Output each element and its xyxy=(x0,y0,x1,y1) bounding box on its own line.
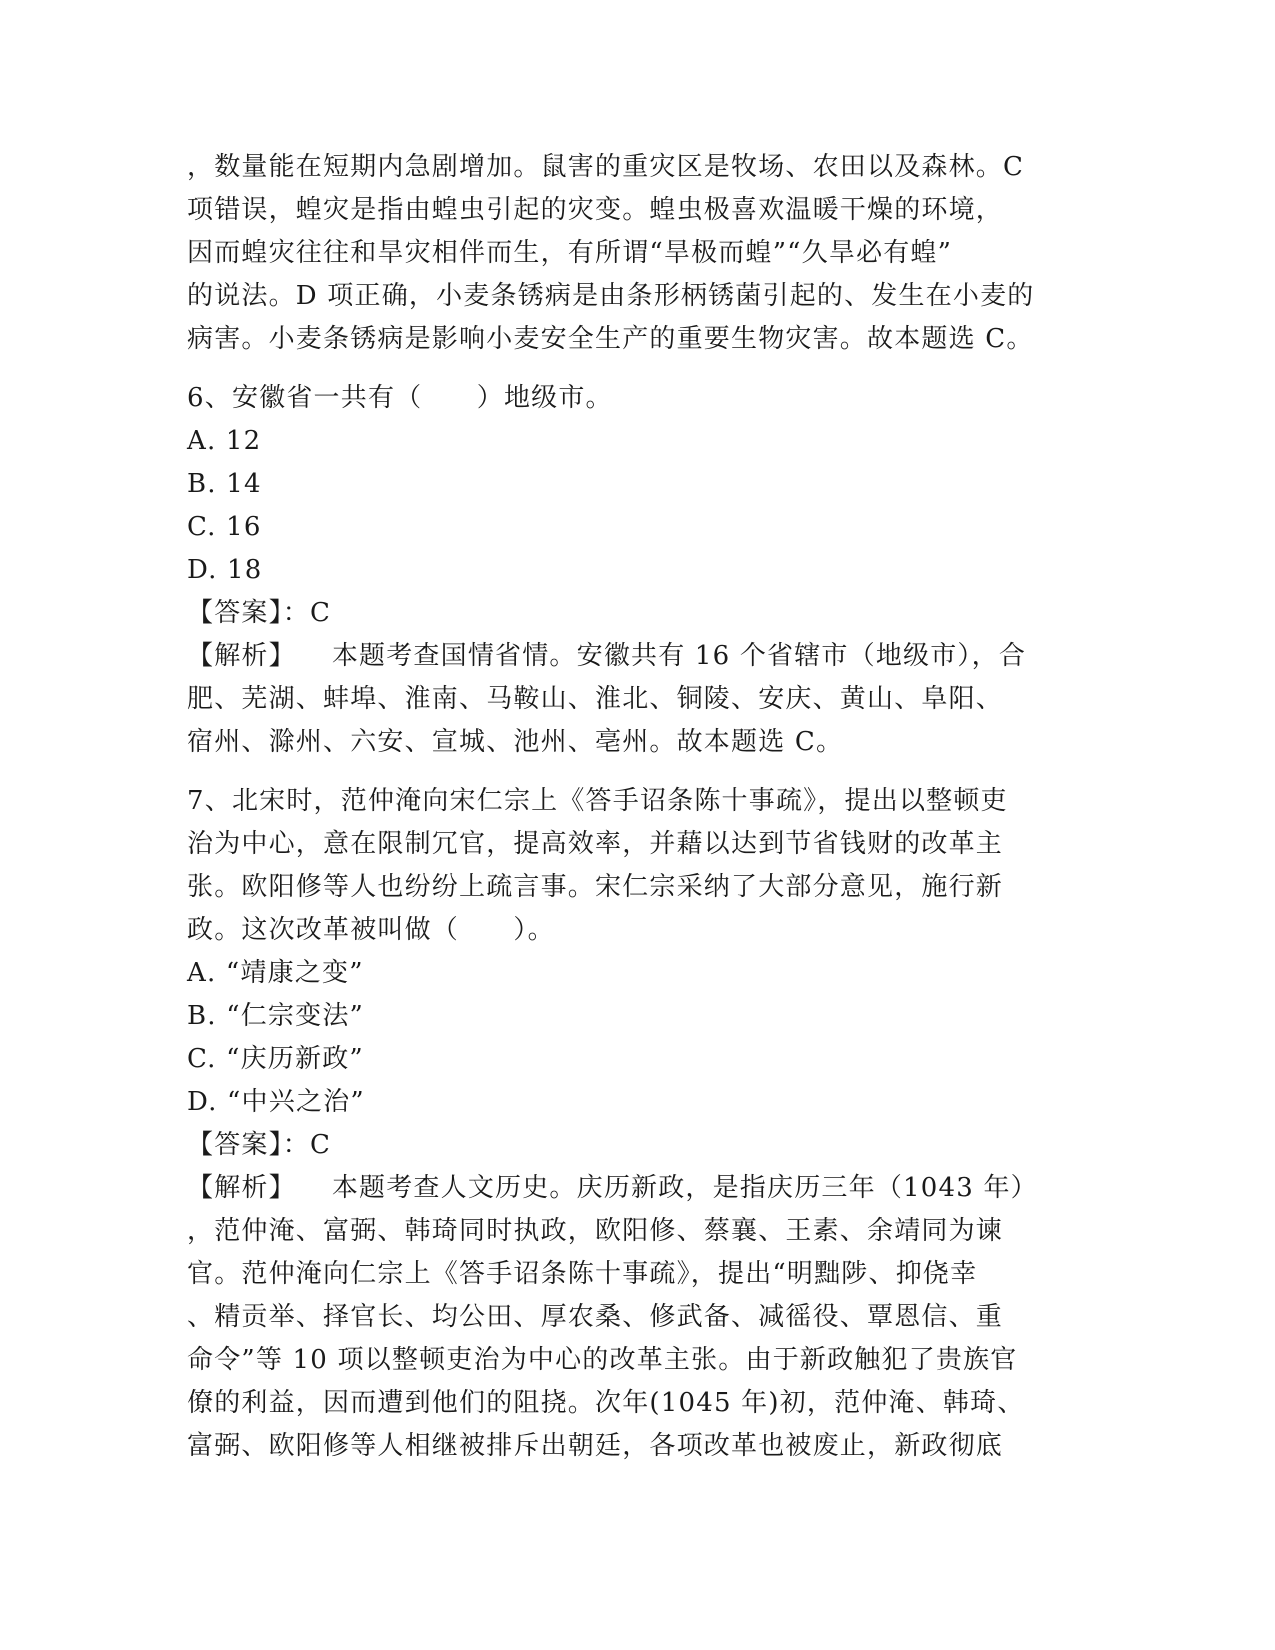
analysis-label: 【解析】 xyxy=(187,641,296,671)
analysis-text: 官。范仲淹向仁宗上《答手诏条陈十事疏》，提出“明黜陟、抑侥幸 xyxy=(187,1259,978,1289)
question-7 xyxy=(187,780,1092,1468)
option-a: A. “靖康之变” xyxy=(187,958,364,988)
question-text: 张。欧阳修等人也纷纷上疏言事。宋仁宗采纳了大部分意见，施行新 xyxy=(187,872,1004,902)
option-c: C. 16 xyxy=(187,512,262,542)
analysis-text: 本题考查国情省情。安徽共有 16 个省辖市（地级市），合 xyxy=(331,641,1027,671)
question-text: 7、北宋时，范仲淹向宋仁宗上《答手诏条陈十事疏》，提出以整顿吏 xyxy=(187,786,1008,816)
text-line: 病害。小麦条锈病是影响小麦安全生产的重要生物灾害。故本题选 C。 xyxy=(187,324,1034,354)
analysis-line xyxy=(187,635,1092,678)
analysis-text: 宿州、滁州、六安、宣城、池州、亳州。故本题选 C。 xyxy=(187,727,844,757)
option-a: A. 12 xyxy=(187,426,262,456)
text-line: 项错误，蝗灾是指由蝗虫引起的灾变。蝗虫极喜欢温暖干燥的环境， xyxy=(187,195,1004,225)
analysis-text: 僚的利益，因而遭到他们的阻挠。次年(1045 年)初，范仲淹、韩琦、 xyxy=(187,1388,1025,1418)
text-line: ，数量能在短期内急剧增加。鼠害的重灾区是牧场、农田以及森林。C xyxy=(187,152,1025,182)
answer-line xyxy=(187,1124,1092,1167)
answer-value: C xyxy=(310,598,332,628)
analysis-text: 本题考查人文历史。庆历新政，是指庆历三年（1043 年） xyxy=(331,1173,1038,1203)
analysis-line xyxy=(187,1167,1092,1210)
document-page xyxy=(187,146,1092,1468)
question-6 xyxy=(187,377,1092,764)
question-text: 治为中心，意在限制冗官，提高效率，并藉以达到节省钱财的改革主 xyxy=(187,829,1004,859)
analysis-text: 富弼、欧阳修等人相继被排斥出朝廷，各项改革也被废止，新政彻底 xyxy=(187,1431,1004,1461)
option-d: D. “中兴之治” xyxy=(187,1087,365,1117)
question-text: 6、安徽省一共有（ ）地级市。 xyxy=(187,383,613,413)
option-b: B. “仁宗变法” xyxy=(187,1001,365,1031)
analysis-text: 、精贡举、择官长、均公田、厚农桑、修武备、减徭役、覃恩信、重 xyxy=(187,1302,1004,1332)
analysis-label: 【解析】 xyxy=(187,1173,296,1203)
text-line: 的说法。D 项正确，小麦条锈病是由条形柄锈菌引起的、发生在小麦的 xyxy=(187,281,1035,311)
analysis-text: 命令”等 10 项以整顿吏治为中心的改革主张。由于新政触犯了贵族官 xyxy=(187,1345,1018,1375)
answer-line xyxy=(187,592,1092,635)
analysis-text: 肥、芜湖、蚌埠、淮南、马鞍山、淮北、铜陵、安庆、黄山、阜阳、 xyxy=(187,684,1004,714)
answer-label: 【答案】： xyxy=(187,1130,311,1160)
analysis-text: ，范仲淹、富弼、韩琦同时执政，欧阳修、蔡襄、王素、余靖同为谏 xyxy=(187,1216,1004,1246)
option-d: D. 18 xyxy=(187,555,263,585)
question-text: 政。这次改革被叫做（ ）。 xyxy=(187,915,555,945)
option-b: B. 14 xyxy=(187,469,262,499)
option-c: C. “庆历新政” xyxy=(187,1044,364,1074)
text-line: 因而蝗灾往往和旱灾相伴而生，有所谓“旱极而蝗”“久旱必有蝗” xyxy=(187,238,953,268)
previous-explanation xyxy=(187,146,1092,361)
answer-value: C xyxy=(310,1130,332,1160)
answer-label: 【答案】： xyxy=(187,598,311,628)
